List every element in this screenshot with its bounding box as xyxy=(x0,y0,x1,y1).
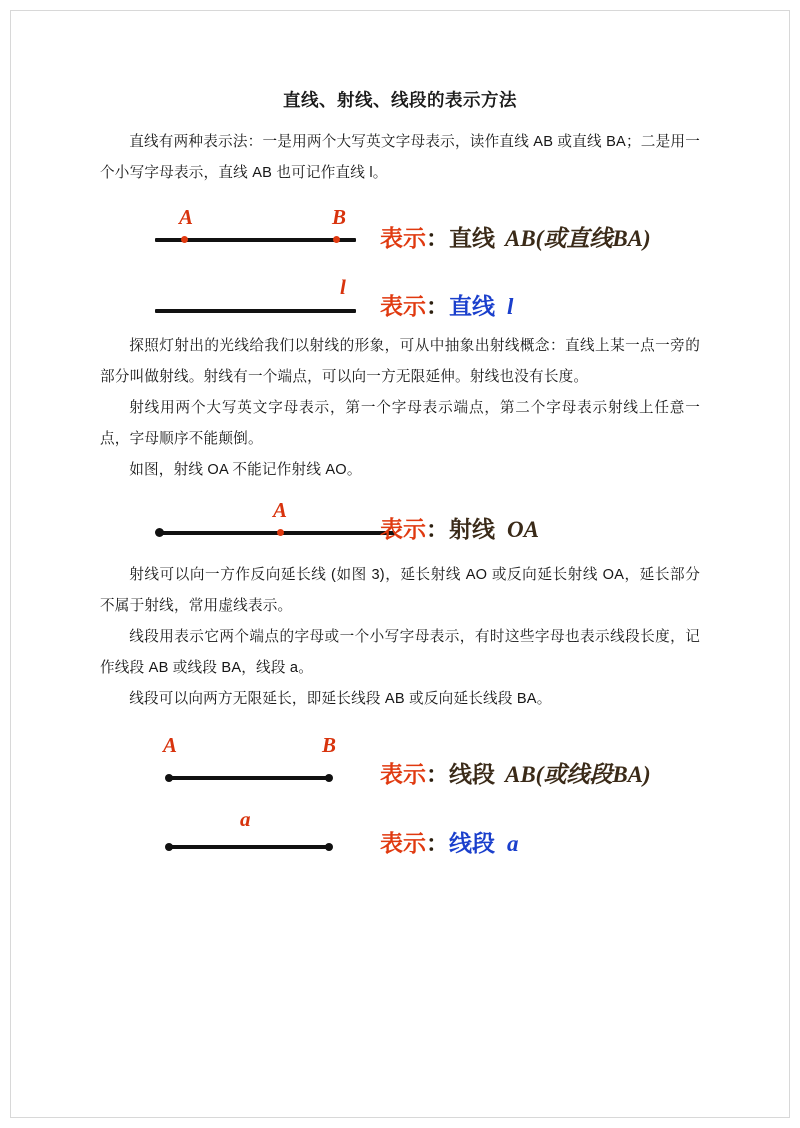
point-label-l: l xyxy=(340,274,346,299)
paragraph-ray-extension: 射线可以向一方作反向延长线 (如图 3)，延长射线 AO 或反向延长射线 OA，延长部分不属于射线，常用虚线表示。 xyxy=(100,566,700,614)
point-label-b: B xyxy=(332,204,347,229)
segment-endpoint-dot-left xyxy=(165,843,173,851)
paragraph-ray-notation: 射线用两个大写英文字母表示，第一个字母表示端点，第二个字母表示射线上任意一点，字母顺序不能颠倒。 xyxy=(100,399,700,447)
caption-prefix: 表示 xyxy=(380,760,426,787)
paragraph-line-notation: 直线有两种表示法：一是用两个大写英文字母表示，读作直线 AB 或直线 BA；二是用一个小写字母表示，直线 AB 也可记作直线 l。 xyxy=(100,133,700,181)
line-stroke xyxy=(155,309,356,313)
point-label-a: A xyxy=(273,497,288,522)
point-label-a-lower: a xyxy=(240,806,251,831)
figure-segment-a-caption xyxy=(380,829,519,856)
figure-ray-oa xyxy=(100,497,700,560)
caption-prefix: 表示 xyxy=(380,829,426,856)
figure-line-l xyxy=(100,273,700,331)
segment-endpoint-dot-b xyxy=(325,774,333,782)
caption-colon: ： xyxy=(426,829,449,856)
segment-endpoint-dot-right xyxy=(325,843,333,851)
caption-body-italic: AB(或线段BA) xyxy=(505,761,651,787)
figure-segment-ab-caption xyxy=(380,760,651,787)
segment-endpoint-dot-a xyxy=(165,774,173,782)
figure-line-l-caption xyxy=(380,292,514,319)
page-title: 直线、射线、线段的表示方法 xyxy=(283,90,517,110)
caption-body-plain: 线段 xyxy=(449,829,495,856)
segment-stroke xyxy=(169,845,329,849)
caption-body-italic: OA xyxy=(507,516,539,542)
caption-body-plain: 线段 xyxy=(449,760,495,787)
point-dot-a xyxy=(181,236,188,243)
figure-line-ab-graphic xyxy=(155,204,405,255)
caption-body-italic: l xyxy=(507,293,514,319)
point-dot-b xyxy=(333,236,340,243)
paragraph-ray-concept: 探照灯射出的光线给我们以射线的形象，可从中抽象出射线概念：直线上某一点一旁的部分叫做射线。射线有一个端点，可以向一方无限延伸。射线也没有长度。 xyxy=(100,337,700,385)
caption-body-italic: AB(或直线BA) xyxy=(505,225,651,251)
point-label-a: A xyxy=(179,204,194,229)
caption-colon: ： xyxy=(426,292,449,319)
caption-prefix: 表示 xyxy=(380,292,426,319)
caption-colon: ： xyxy=(426,515,449,542)
caption-colon: ： xyxy=(426,760,449,787)
caption-prefix: 表示 xyxy=(380,224,426,251)
caption-prefix: 表示 xyxy=(380,515,426,542)
point-label-a: A xyxy=(163,732,178,757)
point-label-b: B xyxy=(322,732,337,757)
paragraph-ray-example: 如图，射线 OA 不能记作射线 AO。 xyxy=(129,461,362,478)
figure-segment-ab xyxy=(100,732,700,801)
caption-body-plain: 直线 xyxy=(449,292,495,319)
paragraph-segment-notation: 线段用表示它两个端点的字母或一个小写字母表示，有时这些字母也表示线段长度，记作线段 AB 或线段 BA，线段 a。 xyxy=(100,628,700,676)
caption-body-plain: 直线 xyxy=(449,224,495,251)
caption-body-italic: a xyxy=(507,830,519,856)
figure-segment-ab-graphic xyxy=(155,732,405,787)
point-dot-a xyxy=(277,529,284,536)
ray-endpoint-dot xyxy=(155,528,164,537)
segment-stroke xyxy=(169,776,329,780)
figure-line-ab-caption xyxy=(380,224,651,251)
figure-ray-oa-caption xyxy=(380,515,539,542)
figure-segment-a xyxy=(100,806,700,869)
figure-segment-a-graphic xyxy=(155,806,405,859)
caption-colon: ： xyxy=(426,224,449,251)
figure-line-l-graphic xyxy=(155,273,405,321)
paragraph-segment-extension: 线段可以向两方无限延长，即延长线段 AB 或反向延长线段 BA。 xyxy=(129,690,552,707)
caption-body-plain: 射线 xyxy=(449,515,495,542)
document-content xyxy=(100,88,700,869)
figure-line-ab xyxy=(100,204,700,271)
